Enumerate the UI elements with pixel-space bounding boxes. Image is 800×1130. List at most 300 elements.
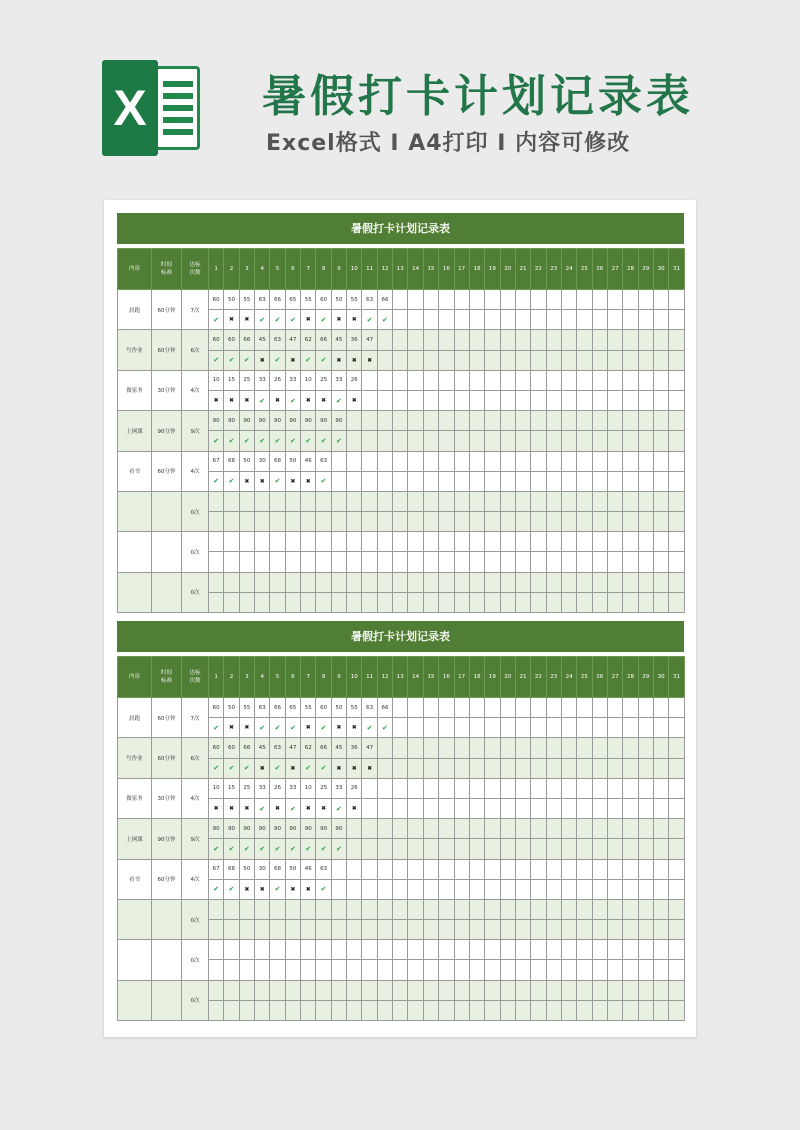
- day-value: [607, 738, 622, 758]
- day-value: [454, 980, 469, 1000]
- day-mark: [439, 839, 454, 859]
- day-value: 67: [209, 859, 224, 879]
- cross-icon: ✖: [347, 798, 362, 818]
- day-value: [454, 330, 469, 350]
- day-mark: [546, 920, 561, 940]
- day-mark: [224, 960, 239, 980]
- day-mark: [592, 512, 607, 532]
- column-header-day: 10: [347, 249, 362, 290]
- column-header-day: 16: [439, 249, 454, 290]
- day-value: [454, 738, 469, 758]
- day-mark: [561, 390, 576, 410]
- check-icon: ✔: [331, 431, 346, 451]
- day-mark: [285, 920, 300, 940]
- day-mark: [669, 512, 684, 532]
- column-header-day: 19: [485, 657, 500, 698]
- day-value: [316, 491, 331, 511]
- day-mark: [500, 350, 515, 370]
- day-value: [377, 330, 392, 350]
- table-row: [118, 330, 685, 350]
- day-mark: [638, 310, 653, 330]
- day-mark: [485, 798, 500, 818]
- day-value: [270, 572, 285, 592]
- cross-icon: ✖: [347, 390, 362, 410]
- day-mark: [469, 471, 484, 491]
- day-mark: [377, 592, 392, 612]
- day-value: [653, 899, 668, 919]
- column-header-day: 1: [209, 249, 224, 290]
- day-mark: [485, 552, 500, 572]
- check-icon: ✔: [255, 718, 270, 738]
- column-header-day: 7: [301, 657, 316, 698]
- column-header-day: 21: [515, 249, 530, 290]
- day-value: [607, 819, 622, 839]
- day-mark: [485, 592, 500, 612]
- day-value: [423, 532, 438, 552]
- day-mark: [623, 471, 638, 491]
- day-mark: [469, 512, 484, 532]
- day-mark: [255, 1000, 270, 1020]
- day-value: [561, 491, 576, 511]
- check-icon: ✔: [255, 310, 270, 330]
- day-value: [316, 940, 331, 960]
- day-mark: [653, 718, 668, 738]
- day-mark: [638, 390, 653, 410]
- table-row: [118, 532, 685, 552]
- day-mark: [592, 350, 607, 370]
- day-value: [408, 411, 423, 431]
- day-value: [607, 290, 622, 310]
- day-value: [393, 330, 408, 350]
- day-mark: [393, 431, 408, 451]
- day-value: [546, 290, 561, 310]
- day-mark: [515, 512, 530, 532]
- day-value: [469, 738, 484, 758]
- day-mark: [270, 920, 285, 940]
- day-mark: [408, 592, 423, 612]
- day-value: [423, 899, 438, 919]
- day-value: 90: [316, 819, 331, 839]
- column-header-day: 28: [623, 657, 638, 698]
- day-mark: [270, 512, 285, 532]
- day-value: [347, 819, 362, 839]
- day-value: [285, 940, 300, 960]
- task-name: 做家务: [118, 778, 152, 818]
- day-value: [270, 899, 285, 919]
- day-value: 90: [224, 411, 239, 431]
- time-standard: 90分钟: [152, 411, 182, 451]
- day-value: [454, 451, 469, 471]
- column-header-day: 19: [485, 249, 500, 290]
- day-value: [423, 411, 438, 431]
- day-mark: [469, 1000, 484, 1020]
- day-value: [500, 572, 515, 592]
- check-icon: ✔: [316, 839, 331, 859]
- day-value: [561, 819, 576, 839]
- day-mark: [592, 310, 607, 330]
- day-mark: [638, 920, 653, 940]
- day-value: [485, 819, 500, 839]
- check-icon: ✔: [377, 310, 392, 330]
- column-header-time: 时间 标准: [152, 657, 182, 698]
- day-value: [377, 738, 392, 758]
- day-value: [592, 778, 607, 798]
- cross-icon: ✖: [239, 798, 254, 818]
- day-value: [362, 491, 377, 511]
- day-mark: [546, 350, 561, 370]
- day-value: 55: [239, 698, 254, 718]
- day-value: [592, 330, 607, 350]
- day-value: [408, 370, 423, 390]
- day-value: [469, 940, 484, 960]
- day-mark: [546, 879, 561, 899]
- day-mark: [469, 879, 484, 899]
- day-mark: [485, 839, 500, 859]
- table-row: [118, 370, 685, 390]
- day-mark: [623, 431, 638, 451]
- day-value: 10: [301, 370, 316, 390]
- check-icon: ✔: [224, 350, 239, 370]
- day-value: [485, 778, 500, 798]
- column-header-day: 26: [592, 249, 607, 290]
- day-mark: [638, 592, 653, 612]
- day-value: 25: [316, 370, 331, 390]
- day-value: [362, 819, 377, 839]
- day-value: [469, 778, 484, 798]
- day-mark: [331, 512, 346, 532]
- day-value: [669, 491, 684, 511]
- day-value: [515, 491, 530, 511]
- day-mark: [500, 552, 515, 572]
- day-mark: [485, 920, 500, 940]
- cross-icon: ✖: [331, 310, 346, 330]
- day-mark: [439, 471, 454, 491]
- day-value: [669, 370, 684, 390]
- day-mark: [515, 960, 530, 980]
- day-mark: [592, 471, 607, 491]
- day-mark: [515, 592, 530, 612]
- day-value: 45: [255, 738, 270, 758]
- cross-icon: ✖: [224, 798, 239, 818]
- day-mark: [469, 350, 484, 370]
- day-value: [653, 940, 668, 960]
- day-value: [331, 859, 346, 879]
- check-icon: ✔: [270, 718, 285, 738]
- day-value: [408, 532, 423, 552]
- day-mark: [454, 798, 469, 818]
- day-value: [316, 572, 331, 592]
- day-mark: [592, 718, 607, 738]
- check-icon: ✔: [239, 431, 254, 451]
- day-value: [393, 411, 408, 431]
- day-mark: [623, 758, 638, 778]
- day-value: [531, 491, 546, 511]
- target-count: 0次: [182, 980, 209, 1020]
- day-mark: [423, 431, 438, 451]
- day-mark: [577, 592, 592, 612]
- day-value: [377, 778, 392, 798]
- day-value: [209, 899, 224, 919]
- day-value: [393, 778, 408, 798]
- day-value: [592, 859, 607, 879]
- day-value: [393, 738, 408, 758]
- day-value: [623, 980, 638, 1000]
- day-value: [316, 980, 331, 1000]
- day-value: 50: [239, 859, 254, 879]
- day-mark: [469, 592, 484, 612]
- day-value: 65: [285, 290, 300, 310]
- day-mark: [439, 960, 454, 980]
- day-mark: [653, 879, 668, 899]
- check-icon: ✔: [285, 718, 300, 738]
- day-mark: [423, 390, 438, 410]
- day-mark: [561, 350, 576, 370]
- day-value: [285, 899, 300, 919]
- day-value: 63: [316, 451, 331, 471]
- day-mark: [531, 592, 546, 612]
- day-value: [469, 330, 484, 350]
- day-value: [607, 451, 622, 471]
- day-value: [485, 330, 500, 350]
- page-title: 暑假打卡计划记录表: [262, 71, 694, 122]
- day-mark: [577, 758, 592, 778]
- table-row: [118, 290, 685, 310]
- day-value: [623, 370, 638, 390]
- day-mark: [546, 758, 561, 778]
- cross-icon: ✖: [362, 758, 377, 778]
- day-mark: [301, 960, 316, 980]
- day-value: 68: [270, 859, 285, 879]
- day-value: [607, 370, 622, 390]
- day-value: [255, 980, 270, 1000]
- day-mark: [362, 798, 377, 818]
- day-value: [546, 980, 561, 1000]
- day-mark: [531, 920, 546, 940]
- cross-icon: ✖: [285, 471, 300, 491]
- day-value: 60: [224, 330, 239, 350]
- day-mark: [393, 798, 408, 818]
- day-mark: [638, 758, 653, 778]
- day-value: [669, 290, 684, 310]
- day-value: [669, 940, 684, 960]
- day-value: [423, 819, 438, 839]
- day-value: [592, 491, 607, 511]
- day-value: [469, 411, 484, 431]
- day-value: 66: [316, 330, 331, 350]
- day-mark: [623, 552, 638, 572]
- table-row: [118, 899, 685, 919]
- day-value: [607, 491, 622, 511]
- target-count: 0次: [182, 572, 209, 612]
- day-value: [653, 330, 668, 350]
- day-value: [408, 778, 423, 798]
- check-icon: ✔: [285, 431, 300, 451]
- day-value: 90: [255, 411, 270, 431]
- target-count: 7次: [182, 290, 209, 330]
- day-mark: [408, 471, 423, 491]
- day-value: [423, 778, 438, 798]
- day-mark: [423, 839, 438, 859]
- day-mark: [500, 920, 515, 940]
- day-value: 15: [224, 778, 239, 798]
- day-mark: [439, 879, 454, 899]
- day-value: [393, 940, 408, 960]
- day-value: [485, 572, 500, 592]
- day-mark: [255, 592, 270, 612]
- check-icon: ✔: [209, 471, 224, 491]
- day-value: 90: [316, 411, 331, 431]
- day-value: [485, 491, 500, 511]
- day-mark: [377, 350, 392, 370]
- day-mark: [377, 431, 392, 451]
- day-mark: [423, 758, 438, 778]
- check-icon: ✔: [301, 431, 316, 451]
- check-icon: ✔: [224, 879, 239, 899]
- day-mark: [316, 512, 331, 532]
- time-standard: 60分钟: [152, 330, 182, 370]
- day-value: [515, 778, 530, 798]
- day-mark: [439, 718, 454, 738]
- day-mark: [362, 431, 377, 451]
- day-mark: [561, 920, 576, 940]
- day-mark: [316, 592, 331, 612]
- day-value: [638, 778, 653, 798]
- day-value: [669, 899, 684, 919]
- day-mark: [209, 592, 224, 612]
- day-mark: [485, 960, 500, 980]
- check-icon: ✔: [331, 839, 346, 859]
- day-mark: [408, 512, 423, 532]
- day-value: [423, 940, 438, 960]
- task-name: 看书: [118, 859, 152, 899]
- day-value: 50: [239, 451, 254, 471]
- logo-letter: X: [102, 60, 158, 156]
- day-value: [393, 819, 408, 839]
- column-header-day: 8: [316, 249, 331, 290]
- day-value: [408, 572, 423, 592]
- target-count: 4次: [182, 778, 209, 818]
- day-value: 46: [301, 451, 316, 471]
- day-value: [638, 940, 653, 960]
- day-value: [653, 290, 668, 310]
- day-mark: [393, 718, 408, 738]
- day-value: [577, 491, 592, 511]
- day-value: [653, 980, 668, 1000]
- day-value: [393, 451, 408, 471]
- cross-icon: ✖: [239, 879, 254, 899]
- day-mark: [561, 310, 576, 330]
- day-value: [592, 451, 607, 471]
- day-value: [577, 698, 592, 718]
- table-row: [118, 819, 685, 839]
- day-mark: [347, 960, 362, 980]
- cross-icon: ✖: [331, 758, 346, 778]
- day-mark: [454, 592, 469, 612]
- day-mark: [607, 798, 622, 818]
- day-value: 50: [331, 290, 346, 310]
- day-value: [546, 491, 561, 511]
- day-mark: [423, 471, 438, 491]
- day-value: [638, 899, 653, 919]
- day-value: 36: [347, 330, 362, 350]
- day-value: [561, 572, 576, 592]
- day-mark: [393, 552, 408, 572]
- day-mark: [469, 431, 484, 451]
- day-value: [439, 330, 454, 350]
- check-icon: ✔: [301, 758, 316, 778]
- day-value: [439, 819, 454, 839]
- day-value: [531, 899, 546, 919]
- day-mark: [270, 552, 285, 572]
- day-value: 63: [362, 290, 377, 310]
- day-mark: [546, 592, 561, 612]
- target-count: 9次: [182, 411, 209, 451]
- day-value: [561, 980, 576, 1000]
- day-mark: [515, 920, 530, 940]
- day-mark: [423, 879, 438, 899]
- check-icon: ✔: [285, 839, 300, 859]
- day-value: [623, 411, 638, 431]
- check-icon: ✔: [209, 310, 224, 330]
- check-icon: ✔: [270, 879, 285, 899]
- day-value: [423, 698, 438, 718]
- day-mark: [669, 1000, 684, 1020]
- day-mark: [347, 879, 362, 899]
- day-value: [500, 451, 515, 471]
- day-value: [669, 698, 684, 718]
- check-icon: ✔: [224, 431, 239, 451]
- day-mark: [439, 920, 454, 940]
- day-value: [408, 899, 423, 919]
- day-value: [653, 819, 668, 839]
- day-mark: [500, 310, 515, 330]
- day-mark: [454, 350, 469, 370]
- day-mark: [546, 1000, 561, 1020]
- day-mark: [500, 798, 515, 818]
- day-mark: [393, 350, 408, 370]
- day-mark: [515, 552, 530, 572]
- day-value: [209, 940, 224, 960]
- day-value: [592, 980, 607, 1000]
- day-mark: [362, 512, 377, 532]
- time-standard: [152, 491, 182, 531]
- day-mark: [669, 960, 684, 980]
- day-mark: [331, 920, 346, 940]
- day-mark: [454, 1000, 469, 1020]
- cross-icon: ✖: [255, 471, 270, 491]
- day-mark: [669, 758, 684, 778]
- day-value: [485, 940, 500, 960]
- day-mark: [362, 471, 377, 491]
- day-mark: [224, 920, 239, 940]
- column-header-day: 3: [239, 657, 254, 698]
- column-header-day: 18: [469, 249, 484, 290]
- day-value: 63: [362, 698, 377, 718]
- day-value: [561, 698, 576, 718]
- day-value: [469, 370, 484, 390]
- day-value: [485, 451, 500, 471]
- banner: [0, 0, 800, 200]
- day-mark: [439, 592, 454, 612]
- day-mark: [439, 798, 454, 818]
- day-value: 68: [270, 451, 285, 471]
- day-value: [393, 980, 408, 1000]
- column-header-day: 31: [669, 249, 684, 290]
- day-value: [331, 532, 346, 552]
- task-name: [118, 980, 152, 1020]
- day-value: [623, 330, 638, 350]
- target-count: 4次: [182, 370, 209, 410]
